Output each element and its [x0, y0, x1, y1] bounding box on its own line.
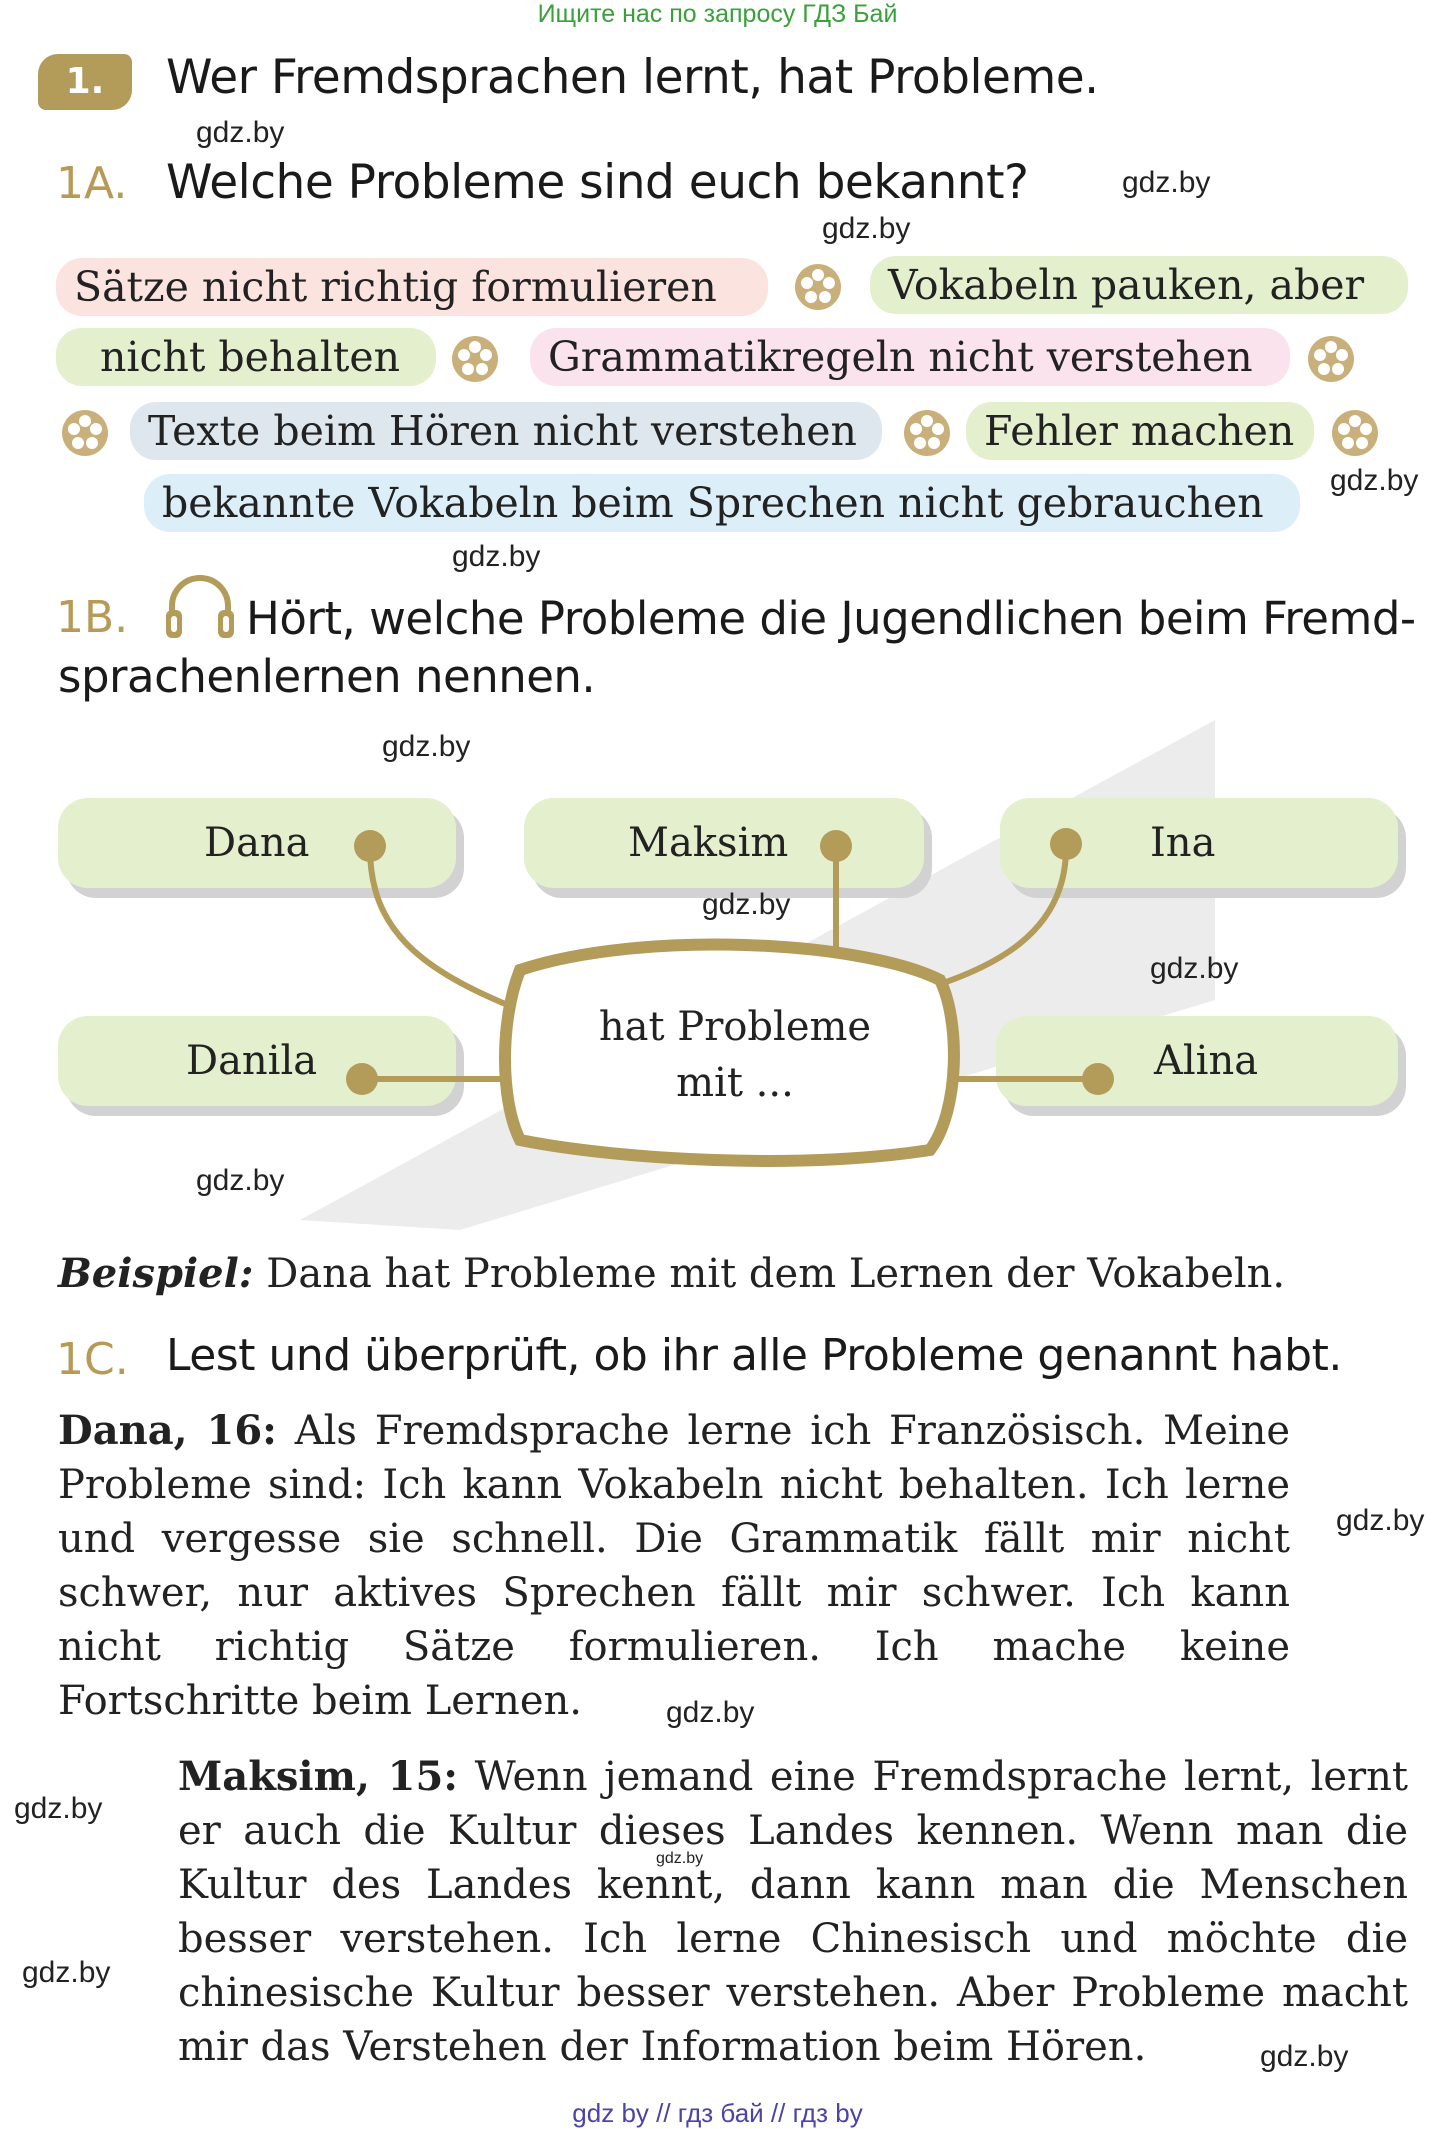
watermark: gdz.by	[1260, 2040, 1349, 2073]
watermark: gdz.by	[1330, 464, 1419, 497]
flower-icon	[60, 408, 110, 458]
chip-nicht-behalten: nicht behalten	[56, 328, 436, 386]
task1-title: Wer Fremdsprachen lernt, hat Probleme.	[166, 50, 1099, 105]
watermark: gdz.by	[656, 1850, 704, 1867]
name-alina: Alina	[1154, 1038, 1259, 1084]
task1b-title-line2: sprachenlernen nennen.	[58, 650, 596, 703]
flower-icon	[902, 408, 952, 458]
watermark: gdz.by	[666, 1696, 755, 1729]
task1b-label: 1B.	[56, 592, 129, 643]
example-sentence	[58, 1250, 1285, 1297]
top-banner: Ищите нас по запросу ГДЗ Бай	[537, 0, 898, 28]
watermark: gdz.by	[22, 1956, 111, 1989]
chip-fehler-machen: Fehler machen	[966, 402, 1314, 460]
name-danila: Danila	[186, 1038, 318, 1084]
task1c-label: 1C.	[56, 1334, 129, 1385]
watermark: gdz.by	[196, 116, 285, 149]
headphones-icon	[162, 570, 238, 642]
task1a-title: Welche Probleme sind euch bekannt?	[166, 155, 1029, 210]
task-number-badge: 1.	[38, 54, 132, 110]
watermark: gdz.by	[702, 888, 791, 921]
flower-icon	[1306, 334, 1356, 384]
example-text: Dana hat Probleme mit dem Lernen der Vokabeln.	[253, 1251, 1286, 1297]
dana-name: Dana, 16:	[58, 1407, 277, 1454]
task1c-title: Lest und überprüft, ob ihr alle Probleme genannt habt.	[166, 1330, 1342, 1381]
watermark: gdz.by	[452, 540, 541, 573]
watermark: gdz.by	[1150, 952, 1239, 985]
task1a-label: 1A.	[56, 158, 128, 209]
maksim-name: Maksim, 15:	[178, 1753, 459, 1800]
watermark: gdz.by	[1336, 1504, 1425, 1537]
maksim-text: Wenn jemand eine Fremdsprache lernt, lernt er auch die Kultur dieses Landes kennen. Wenn man die Kultur des Landes kennt, dann kann man die Menschen besser verstehen. Ich lerne Chinesisch und möchte die chinesische Kultur besser verstehen. Aber Probleme macht mir das Verstehen der Information beim Hören.	[178, 1754, 1409, 2070]
dana-text: Als Fremdsprache lerne ich Französisch. Meine Probleme sind: Ich kann Vokabeln nicht behalten. Ich lerne und vergesse sie schnell. Die Grammatik fällt mir nicht schwer, nur aktives Sprechen fällt mir schwer. Ich kann nicht richtig Sätze formulieren. Ich mache keine Fortschritte beim Lernen.	[58, 1408, 1291, 1724]
watermark: gdz.by	[14, 1792, 103, 1825]
chip-grammatikregeln: Grammatikregeln nicht verstehen	[530, 328, 1290, 386]
bottom-banner: gdz by // гдз бай // гдз by	[572, 2098, 863, 2128]
name-ina: Ina	[1150, 820, 1216, 866]
chip-vokabeln-pauken: Vokabeln pauken, aber	[870, 256, 1408, 314]
watermark: gdz.by	[822, 212, 911, 245]
maksim-paragraph	[178, 1750, 1408, 2074]
name-dana: Dana	[204, 820, 310, 866]
flower-icon	[1330, 408, 1380, 458]
task1b-title-line1: Hört, welche Probleme die Jugendlichen beim Fremd-	[246, 592, 1416, 645]
watermark: gdz.by	[382, 730, 471, 763]
flower-icon	[793, 262, 843, 312]
chip-bekannte-vokabeln: bekannte Vokabeln beim Sprechen nicht gebrauchen	[144, 474, 1300, 532]
watermark: gdz.by	[1122, 166, 1211, 199]
dana-paragraph	[58, 1404, 1290, 1728]
chip-texte-hoeren: Texte beim Hören nicht verstehen	[130, 402, 882, 460]
example-label: Beispiel:	[58, 1250, 254, 1297]
flower-icon	[450, 334, 500, 384]
watermark: gdz.by	[196, 1164, 285, 1197]
chip-saetze: Sätze nicht richtig formulieren	[56, 258, 768, 316]
center-line2: mit ...	[676, 1060, 794, 1106]
name-maksim: Maksim	[628, 820, 789, 866]
center-line1: hat Probleme	[598, 1004, 872, 1050]
